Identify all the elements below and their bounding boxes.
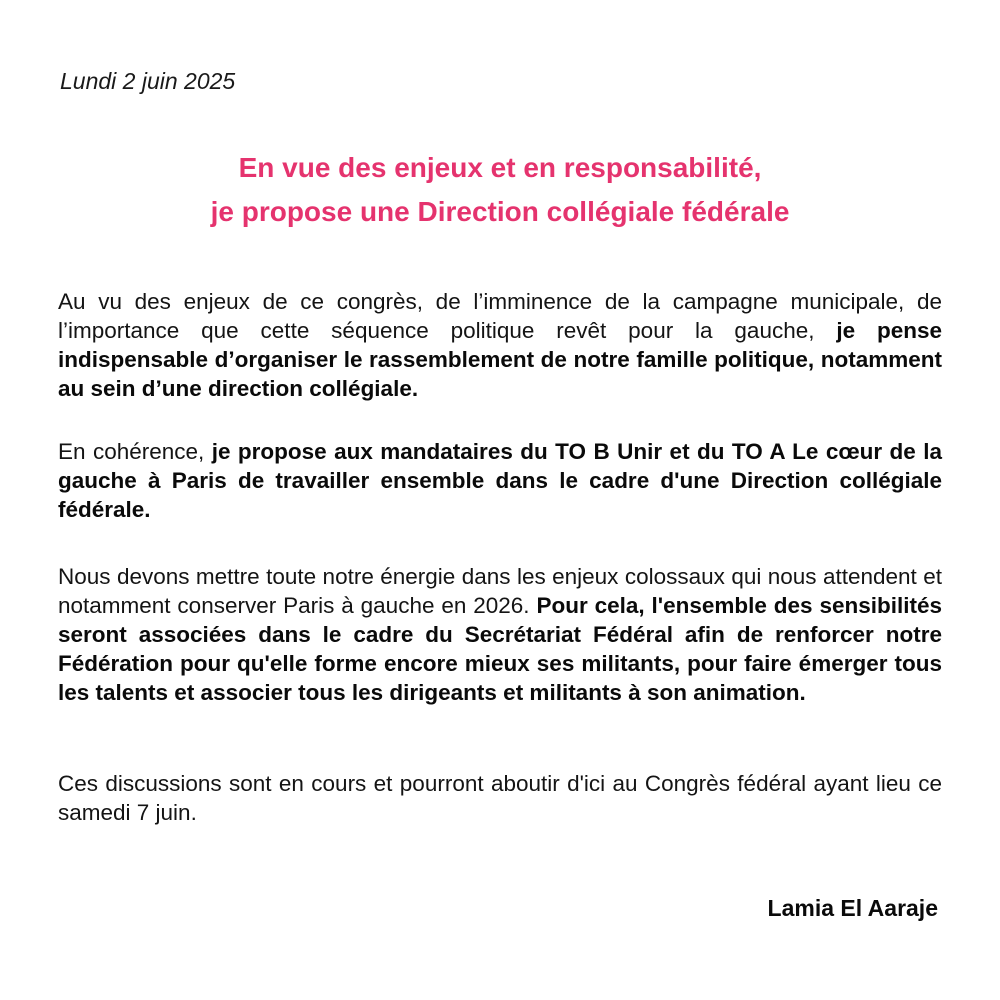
paragraph-2 [58,437,942,524]
title-line-2: je propose une Direction collégiale fédérale [210,196,790,227]
paragraph-4 [58,769,942,827]
paragraph-3 [58,562,942,707]
paragraph-1-bold: je pense indispensable d’organiser le rassemblement de notre famille politique, notamment au sein d’une direction collégiale. [58,318,942,401]
paragraph-2-normal: En cohérence, [58,439,212,464]
signature: Lamia El Aaraje [767,895,938,921]
date-line: Lundi 2 juin 2025 [60,68,236,94]
paragraph-2-bold: je propose aux mandataires du TO B Unir et du TO A Le cœur de la gauche à Paris de travailler ensemble dans le cadre d'une Direction collégiale fédérale. [58,439,942,522]
paragraph-4-normal: Ces discussions sont en cours et pourront aboutir d'ici au Congrès fédéral ayant lieu ce samedi 7 juin. [58,771,942,825]
paragraph-1-normal: Au vu des enjeux de ce congrès, de l’imminence de la campagne municipale, de l’importance que cette séquence politique revêt pour la gauche, [58,289,942,343]
paragraph-3-normal: Nous devons mettre toute notre énergie dans les enjeux colossaux qui nous attendent et notamment conserver Paris à gauche en 2026. [58,564,942,618]
paragraph-3-bold: Pour cela, l'ensemble des sensibilités seront associées dans le cadre du Secrétariat Fédéral afin de renforcer notre Fédération pour qu'elle forme encore mieux ses militants, pour faire émerger tous les talents et associer tous les dirigeants et militants à son animation. [58,593,942,705]
statement-title [60,146,940,234]
title-line-1: En vue des enjeux et en responsabilité, [238,152,762,183]
paragraph-1 [58,287,942,403]
